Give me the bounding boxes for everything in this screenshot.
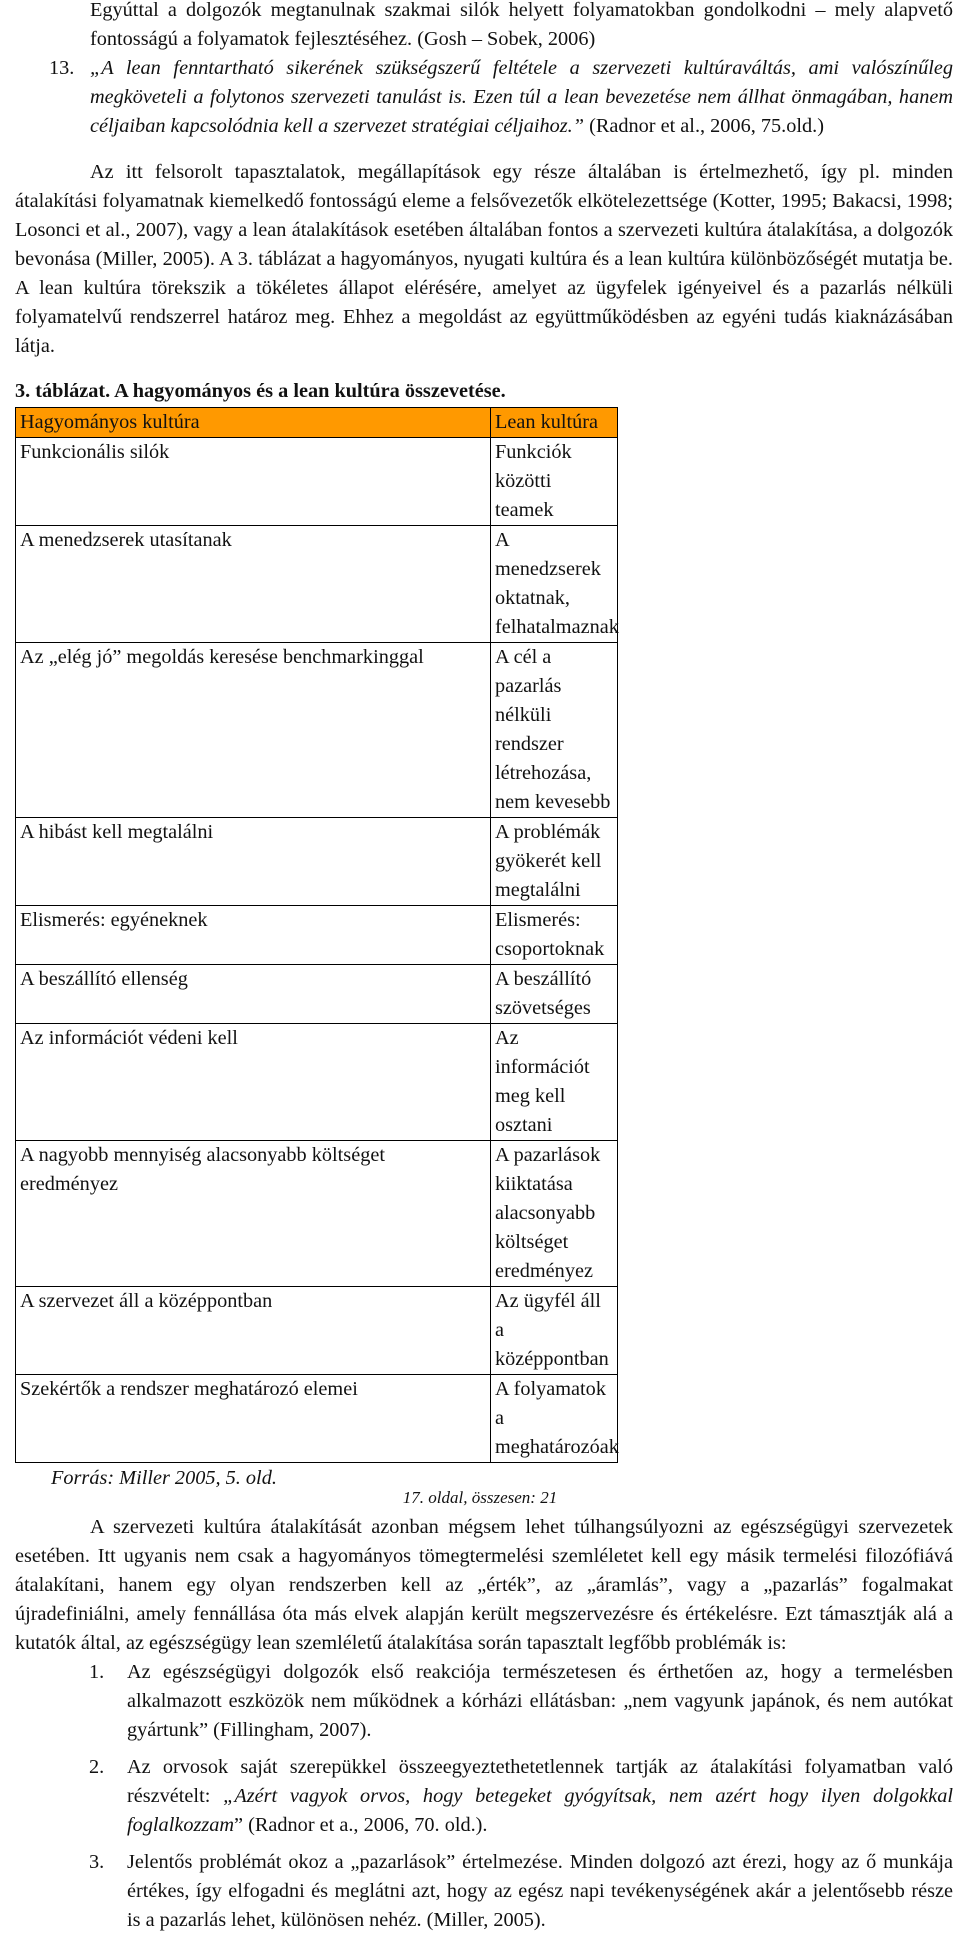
table-row — [16, 1141, 618, 1287]
document-page — [15, 0, 953, 1943]
problem-list — [15, 1658, 953, 1935]
traditional-cell: Elismerés: egyéneknek — [16, 906, 491, 965]
list-item-number: 1. — [89, 1661, 105, 1683]
traditional-cell: A szervezet áll a középpontban — [16, 1287, 491, 1375]
lean-cell: A pazarlások kiiktatása alacsonyabb költséget eredményez — [491, 1141, 618, 1287]
traditional-cell: A nagyobb mennyiség alacsonyabb költséget eredményez — [16, 1141, 491, 1287]
comparison-table — [15, 407, 618, 1463]
item-13 — [15, 54, 953, 141]
table-row — [16, 1024, 618, 1141]
traditional-cell: Az információt védeni kell — [16, 1024, 491, 1141]
traditional-cell: A beszállító ellenség — [16, 965, 491, 1024]
item-13-number: 13. — [49, 57, 75, 79]
paragraph-2: A szervezeti kultúra átalakítását azonban mégsem lehet túlhangsúlyozni az egészségügyi szervezetek esetében. Itt ugyanis nem csak a hagyományos tömegtermelési szemléletet kell egy másik termelési filozófiává átalakítani, hanem egy olyan rendszerben kell az „érték”, az „áramlás”, vagy a „pazarlás” fogalmakat újradefiniálni, amely fennállása óta más elvek alapján került megszervezésre és értékelésre. Ezt támasztják alá a kutatók által, az egészségügy lean szemléletű átalakítása során tapasztalt legfőbb problémák is: — [15, 1516, 953, 1654]
list-item-citation: ” (Radnor et a., 2006, 70. old.). — [234, 1814, 488, 1836]
table-row — [16, 643, 618, 818]
table-row — [16, 1375, 618, 1463]
header-lean: Lean kultúra — [491, 408, 618, 438]
traditional-cell: Szekértők a rendszer meghatározó elemei — [16, 1375, 491, 1463]
list-item — [15, 1658, 953, 1745]
table-row — [16, 818, 618, 906]
table-caption: 3. táblázat. A hagyományos és a lean kultúra összevetése. — [15, 380, 506, 402]
lean-cell: Az információt meg kell osztani — [491, 1024, 618, 1141]
traditional-cell: Az „elég jó” megoldás keresése benchmarkinggal — [16, 643, 491, 818]
item-13-citation: (Radnor et al., 2006, 75.old.) — [584, 115, 824, 137]
list-item-quote: „Azért vagyok orvos, hogy betegeket gyógyítsak, nem azért hogy ilyen dolgokkal foglalkozzam — [127, 1785, 954, 1836]
list-item — [15, 1848, 953, 1935]
list-item-number: 3. — [89, 1851, 105, 1873]
table-row — [16, 906, 618, 965]
traditional-cell: A menedzserek utasítanak — [16, 526, 491, 643]
lean-cell: A menedzserek oktatnak, felhatalmaznak — [491, 526, 618, 643]
lean-cell: A folyamatok a meghatározóak — [491, 1375, 618, 1463]
item-13-quote: „A lean fenntartható sikerének szükségszerű feltétele a szervezeti kultúraváltás, ami valószínűleg megköveteli a folytonos szervezeti tanulást is. Ezen túl a lean bevezetése nem állhat önmagában, hanem céljaiban kapcsolódnia kell a szervezet stratégiai céljaihoz.” — [90, 57, 953, 137]
table-row — [16, 965, 618, 1024]
table-source: Forrás: Miller 2005, 5. old. — [51, 1467, 277, 1489]
traditional-cell: Funkcionális silók — [16, 438, 491, 526]
list-item-text: Az egészségügyi dolgozók első reakciója természetesen és érthetően az, hogy a termelésben alkalmazott eszközök nem működnek a kórházi ellátásban: „nem vagyunk japánok, és nem autókat gyártunk” (Fillingham, 2007). — [127, 1661, 953, 1741]
traditional-cell: A hibást kell megtalálni — [16, 818, 491, 906]
table-row — [16, 526, 618, 643]
header-traditional: Hagyományos kultúra — [16, 408, 491, 438]
paragraph-1: Az itt felsorolt tapasztalatok, megállapítások egy része általában is értelmezhető, így pl. minden átalakítási folyamatnak kiemelkedő fontosságú eleme a felsővezetők elkötelezettsége (Kotter, 1995; Bakacsi, 1998; Losonci et al., 2007), vagy a lean átalakítások esetében általában fontos a szervezeti kultúra átalakítása, a dolgozók bevonása (Miller, 2005). A 3. táblázat a hagyományos, nyugati kultúra és a lean kultúra különbözőségét mutatja be. A lean kultúra törekszik a tökéletes állapot elérésére, amelyet az ügyfelek igényeivel és a pazarlás nélküli folyamatelvű rendszerrel határoz meg. Ehhez a megoldást az együttműködésben az egyéni tudás kiaknázásában látja. — [15, 161, 953, 357]
table-header-row — [16, 408, 618, 438]
list-item — [15, 1753, 953, 1840]
lean-cell: A cél a pazarlás nélküli rendszer létrehozása, nem kevesebb — [491, 643, 618, 818]
list-item-text: Az orvosok saját szerepükkel összeegyeztethetetlennek tartják az átalakítási folyamatban való részvételt: — [127, 1756, 953, 1807]
lean-cell: Elismerés: csoportoknak — [491, 906, 618, 965]
list-item-number: 2. — [89, 1756, 105, 1778]
table-row — [16, 1287, 618, 1375]
page-footer: 17. oldal, összesen: 21 — [402, 1488, 558, 1507]
lean-cell: Az ügyfél áll a középpontban — [491, 1287, 618, 1375]
table-row — [16, 438, 618, 526]
lean-cell: A beszállító szövetséges — [491, 965, 618, 1024]
lean-cell: Funkciók közötti teamek — [491, 438, 618, 526]
lean-cell: A problémák gyökerét kell megtalálni — [491, 818, 618, 906]
list-item-text: Jelentős problémát okoz a „pazarlások” értelmezése. Minden dolgozó azt érezi, hogy az ő munkája értékes, így elfogadni és meglátni azt, hogy az egész napi tevékenységének akár a jelentősebb része is a pazarlás lehet, különösen nehéz. (Miller, 2005). — [127, 1851, 953, 1931]
top-paragraph: Egyúttal a dolgozók megtanulnak szakmai silók helyett folyamatokban gondolkodni – mely alapvető fontosságú a folyamatok fejlesztéséhez. (Gosh – Sobek, 2006) — [90, 0, 953, 50]
